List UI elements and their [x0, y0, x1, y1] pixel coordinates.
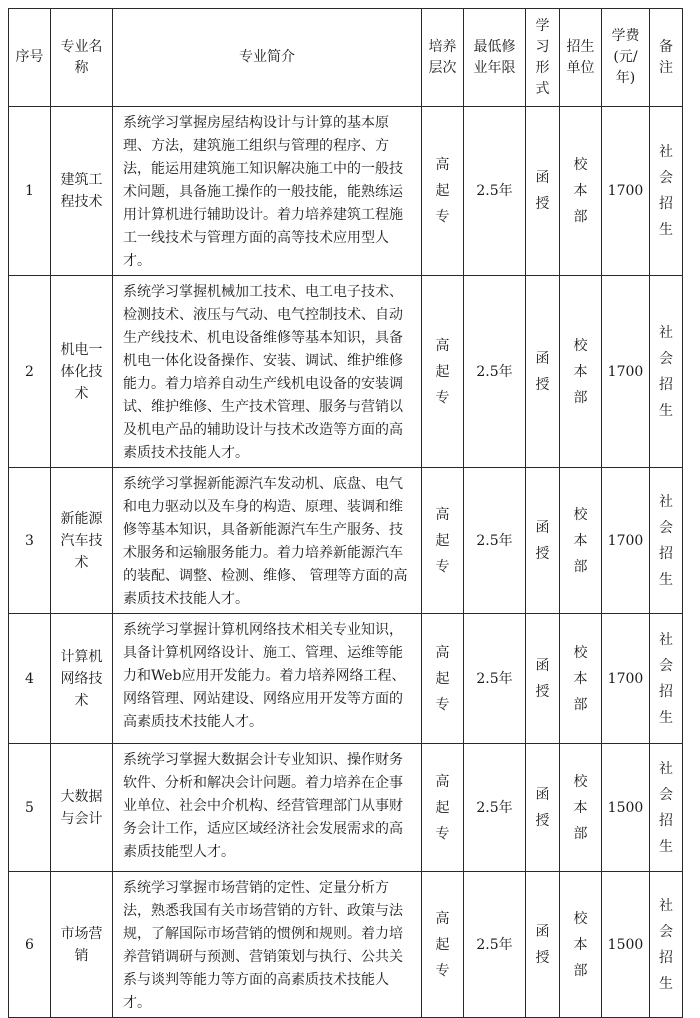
- cell-intro: 系统学习掌握房屋结构设计与计算的基本原理、方法，建筑施工组织与管理的程序、方法，能运用建筑施工知识解决施工中的一般技术问题，具备施工操作的一般技能，能熟练运用计算机进行辅助设计。着力培养建筑工程施工一线技术与管理方面的高等技术应用型人才。: [113, 107, 422, 276]
- cell-level: [422, 468, 464, 614]
- cell-intro: 系统学习掌握市场营销的定性、定量分析方法，熟悉我国有关市场营销的方针、政策与法规，了解国际市场营销的惯例和规则。着力培养营销调研与预测、营销策划与执行、公共关系与谈判等能力等方面的高素质技术技能人才。: [113, 872, 422, 1018]
- cell-note: [650, 276, 683, 468]
- cell-mode-text: 函授: [535, 350, 550, 393]
- header-mode: 学习形式: [526, 9, 560, 107]
- cell-level-text: 高起专: [435, 773, 450, 842]
- cell-mode: [526, 468, 560, 614]
- cell-index: 6: [9, 872, 51, 1018]
- cell-years: 2.5年: [464, 107, 526, 276]
- header-note: 备注: [650, 9, 683, 107]
- cell-note: [650, 468, 683, 614]
- cell-note: [650, 614, 683, 744]
- cell-note: [650, 872, 683, 1018]
- table-row: [9, 468, 683, 614]
- cell-note: [650, 744, 683, 872]
- cell-fee: 1700: [602, 614, 650, 744]
- cell-level: [422, 276, 464, 468]
- cell-mode-text: 函授: [535, 519, 550, 562]
- cell-index: 4: [9, 614, 51, 744]
- cell-unit-text: 校本部: [573, 337, 588, 406]
- cell-unit-text: 校本部: [573, 506, 588, 575]
- cell-index: 5: [9, 744, 51, 872]
- table-row: [9, 276, 683, 468]
- cell-fee: 1700: [602, 276, 650, 468]
- cell-intro: 系统学习掌握机械加工技术、电工电子技术、检测技术、液压与气动、电气控制技术、自动生产线技术、机电设备维修等基本知识，具备机电一体化设备操作、安装、调试、维护维修能力。着力培养自动生产线机电设备的安装调试、维护维修、生产技术管理、服务与营销以及机电产品的辅助设计与技术改造等方面的高素质技术技能人才。: [113, 276, 422, 468]
- cell-major: 机电一体化技术: [51, 276, 113, 468]
- cell-intro: 系统学习掌握计算机网络技术相关专业知识，具备计算机网络设计、施工、管理、运维等能力和Web应用开发能力。着力培养网络工程、网络管理、网站建设、网络应用开发等方面的高素质技术技能人才。: [113, 614, 422, 744]
- cell-fee: 1700: [602, 107, 650, 276]
- cell-major: 大数据与会计: [51, 744, 113, 872]
- program-table: [8, 8, 683, 1018]
- cell-mode: [526, 614, 560, 744]
- cell-years: 2.5年: [464, 744, 526, 872]
- cell-note-text: 社会招生: [659, 760, 673, 855]
- cell-unit-text: 校本部: [573, 773, 588, 842]
- cell-level: [422, 107, 464, 276]
- cell-unit: [560, 744, 602, 872]
- cell-note: [650, 107, 683, 276]
- cell-index: 2: [9, 276, 51, 468]
- table-row: [9, 107, 683, 276]
- cell-unit: [560, 276, 602, 468]
- header-row: [9, 9, 683, 107]
- cell-level: [422, 872, 464, 1018]
- cell-mode: [526, 107, 560, 276]
- cell-unit-text: 校本部: [573, 644, 588, 713]
- cell-note-text: 社会招生: [659, 493, 673, 588]
- cell-major: 建筑工程技术: [51, 107, 113, 276]
- header-fee: 学费(元/年): [602, 9, 650, 107]
- cell-fee: 1700: [602, 468, 650, 614]
- cell-years: 2.5年: [464, 276, 526, 468]
- cell-mode-text: 函授: [535, 657, 550, 700]
- cell-mode-text: 函授: [535, 786, 550, 829]
- cell-years: 2.5年: [464, 872, 526, 1018]
- cell-note-text: 社会招生: [659, 144, 673, 238]
- table-row: [9, 744, 683, 872]
- header-index: 序号: [9, 9, 51, 107]
- header-level: 培养层次: [422, 9, 464, 107]
- cell-intro: 系统学习掌握大数据会计专业知识、操作财务软件、分析和解决会计问题。着力培养在企事业单位、社会中介机构、经营管理部门从事财务会计工作，适应区域经济社会发展需求的高素质技能型人才。: [113, 744, 422, 872]
- cell-major: 市场营销: [51, 872, 113, 1018]
- table-row: [9, 872, 683, 1018]
- cell-unit: [560, 614, 602, 744]
- cell-unit-text: 校本部: [573, 157, 588, 225]
- cell-years: 2.5年: [464, 468, 526, 614]
- cell-index: 3: [9, 468, 51, 614]
- cell-major: 计算机网络技术: [51, 614, 113, 744]
- header-intro: 专业简介: [113, 9, 422, 107]
- cell-level-text: 高起专: [435, 157, 450, 225]
- cell-fee: 1500: [602, 872, 650, 1018]
- header-unit: 招生单位: [560, 9, 602, 107]
- cell-level-text: 高起专: [435, 910, 450, 979]
- cell-level: [422, 744, 464, 872]
- cell-unit-text: 校本部: [573, 910, 588, 979]
- cell-note-text: 社会招生: [659, 631, 673, 726]
- cell-mode: [526, 744, 560, 872]
- cell-unit: [560, 107, 602, 276]
- header-years: 最低修业年限: [464, 9, 526, 107]
- cell-note-text: 社会招生: [659, 897, 673, 992]
- cell-unit: [560, 468, 602, 614]
- table-body: [9, 107, 683, 1018]
- cell-level: [422, 614, 464, 744]
- cell-intro: 系统学习掌握新能源汽车发动机、底盘、电气和电力驱动以及车身的构造、原理、装调和维修等基本知识，具备新能源汽车生产服务、技术服务和运输服务能力。着力培养新能源汽车的装配、调整、检测、维修、 管理等方面的高素质技术技能人才。: [113, 468, 422, 614]
- cell-mode: [526, 276, 560, 468]
- header-major: 专业名称: [51, 9, 113, 107]
- table-row: [9, 614, 683, 744]
- cell-note-text: 社会招生: [659, 324, 673, 419]
- cell-fee: 1500: [602, 744, 650, 872]
- cell-level-text: 高起专: [435, 337, 450, 406]
- cell-mode-text: 函授: [535, 923, 550, 966]
- cell-level-text: 高起专: [435, 506, 450, 575]
- cell-major: 新能源汽车技术: [51, 468, 113, 614]
- cell-mode: [526, 872, 560, 1018]
- cell-unit: [560, 872, 602, 1018]
- cell-years: 2.5年: [464, 614, 526, 744]
- cell-index: 1: [9, 107, 51, 276]
- cell-mode-text: 函授: [535, 170, 550, 212]
- cell-level-text: 高起专: [435, 644, 450, 713]
